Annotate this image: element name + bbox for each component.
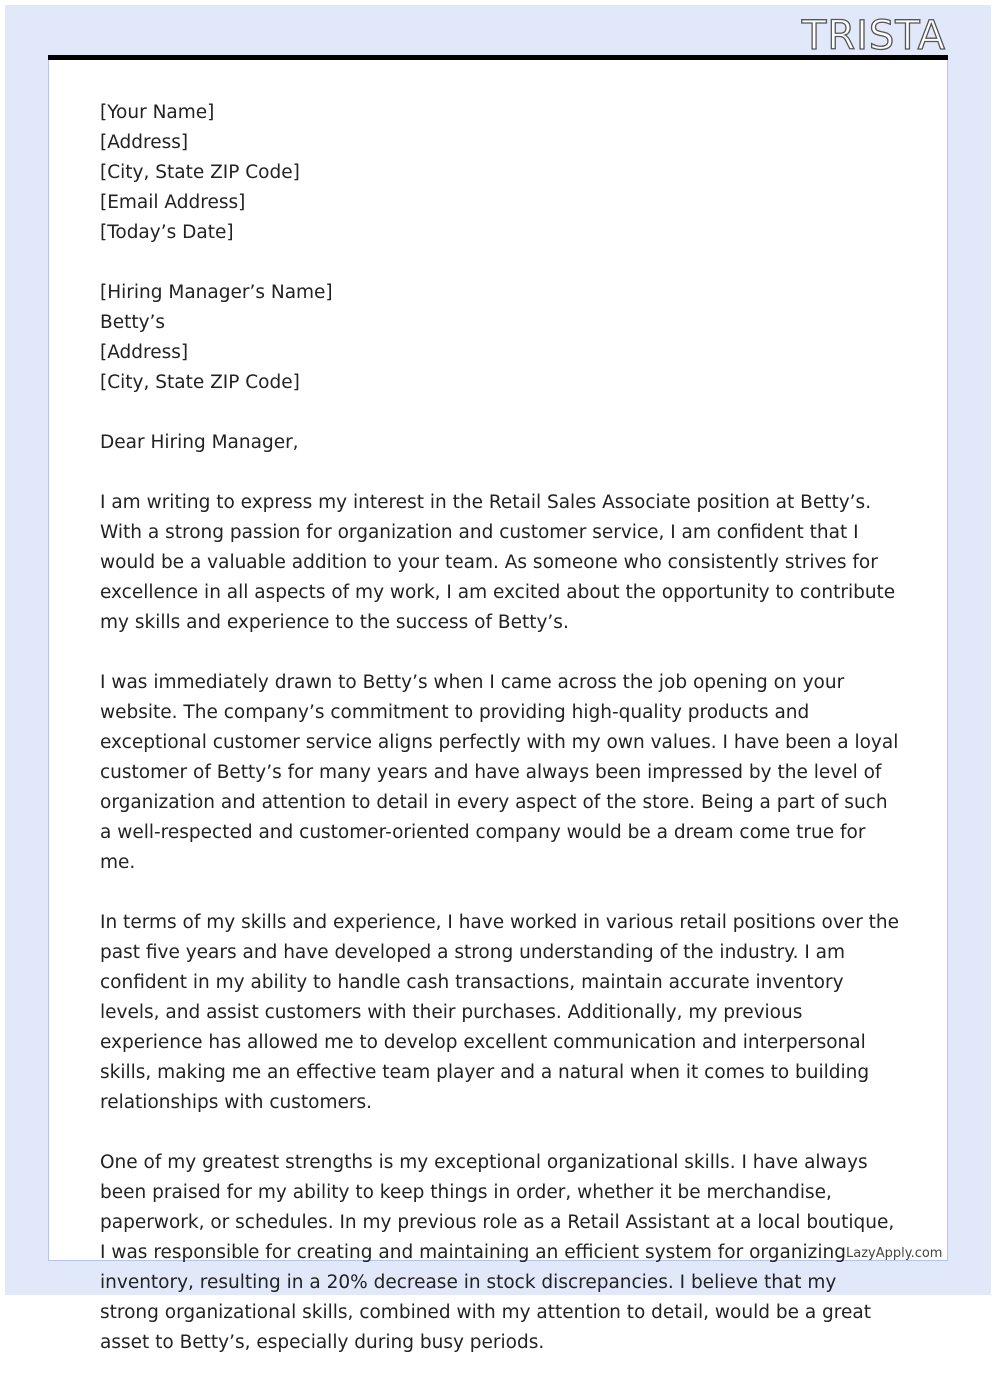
body-paragraph: I was immediately drawn to Betty’s when I came across the job opening on your website. The company’s commitment to providing high-quality products and exceptional customer service aligns perfectly with my own values. I have been a loyal customer of Betty’s for many years and have always been impressed by the level of organization and attention to detail in every aspect of the store. Being a part of such a well-respected and customer-oriented company would be a dream come true for me. [100,672,899,873]
salutation: Dear Hiring Manager, [100,432,299,453]
body-paragraph: I am writing to express my interest in the Retail Sales Associate position at Betty’s. With a strong passion for organization and customer service, I am confident that I would be a valuable addition to your team. As someone who consistently strives for excellence in all aspects of my work, I am excited about the opportunity to contribute my skills and experience to the success of Betty’s. [100,492,896,633]
cover-letter [100,98,900,1388]
recipient-block [100,278,900,398]
body-paragraph: One of my greatest strengths is my exceptional organizational skills. I have always been praised for my ability to keep things in order, whether it be merchandise, paperwork, or schedules. In my previous role as a Retail Assistant at a local boutique, I was responsible for creating and maintaining an efficient system for organizing inventory, resulting in a 20% decrease in stock discrepancies. I believe that my strong organizational skills, combined with my attention to detail, would be a great asset to Betty’s, especially during busy periods. [100,1152,895,1353]
sender-address: [Address] [100,132,189,153]
recipient-city: [City, State ZIP Code] [100,372,300,393]
body-paragraph: In terms of my skills and experience, I have worked in various retail positions over the past five years and have developed a strong understanding of the industry. I am confident in my ability to handle cash transactions, maintain accurate inventory levels, and assist customers with their purchases. Additionally, my previous experience has allowed me to develop excellent communication and interpersonal skills, making me an effective team player and a natural when it comes to building relationships with customers. [100,912,900,1113]
recipient-company: Betty’s [100,312,166,333]
recipient-address: [Address] [100,342,189,363]
sender-email: [Email Address] [100,192,246,213]
recipient-name: [Hiring Manager’s Name] [100,282,333,303]
letter-date: [Today’s Date] [100,222,234,243]
sender-name: [Your Name] [100,102,215,123]
sender-city: [City, State ZIP Code] [100,162,300,183]
template-logo: TRISTA [801,13,946,59]
watermark: LazyApply.com [846,1246,943,1261]
sender-block [100,98,900,248]
